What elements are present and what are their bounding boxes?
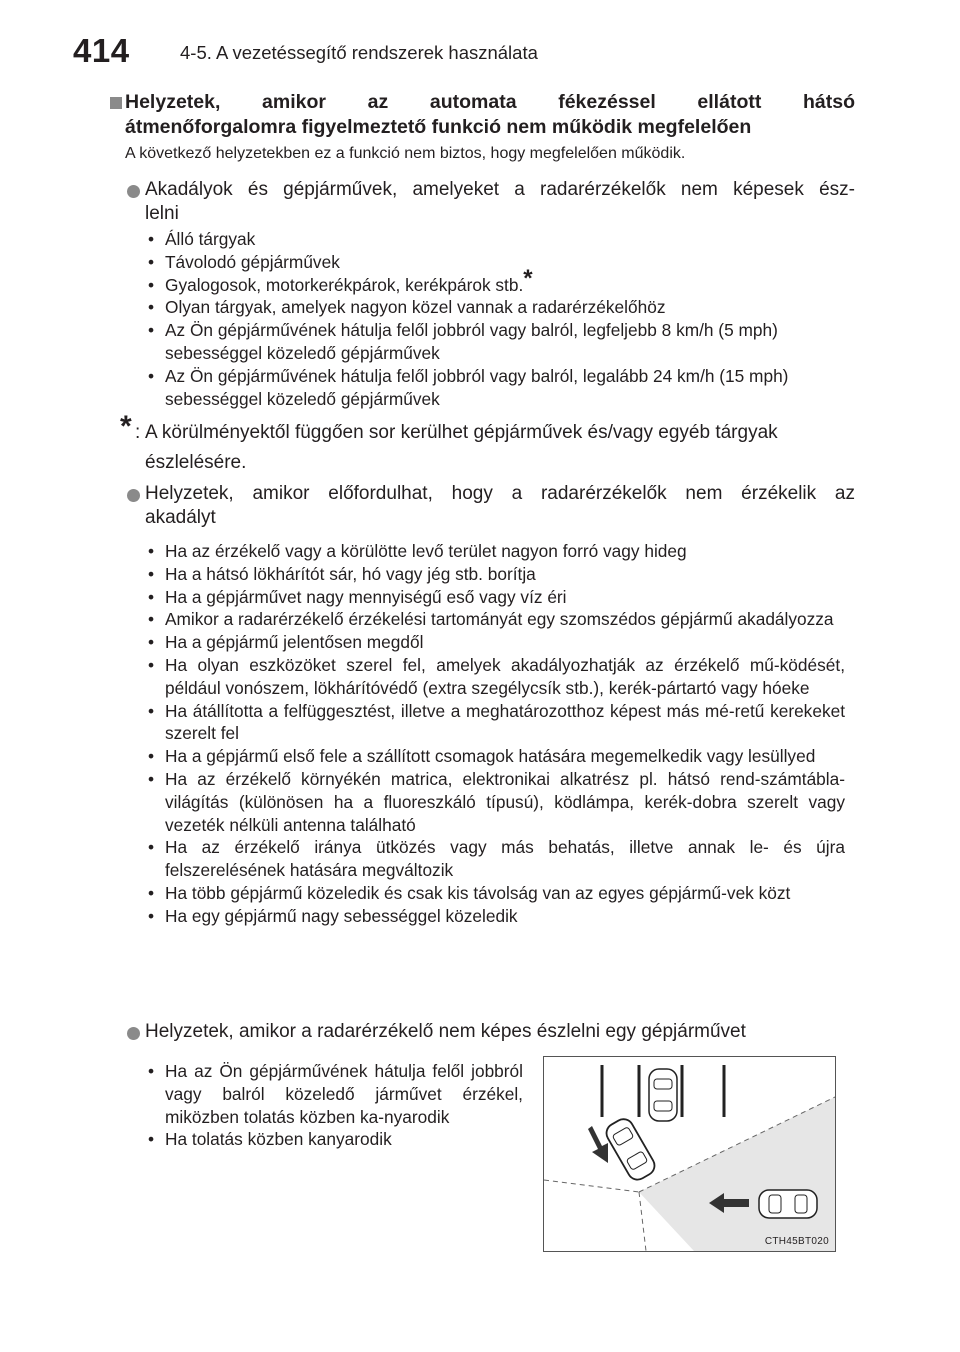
- group2-heading-line-2: akadályt: [145, 507, 216, 528]
- list-item: • Olyan tárgyak, amelyek nagyon közel vannak a radarérzékelőhöz: [145, 296, 845, 319]
- group3-list: [145, 1060, 523, 1151]
- list-item: • Az Ön gépjárművének hátulja felől jobbról vagy balról, legalább 24 km/h (15 mph) sebességgel közeledő gépjárművek: [145, 365, 845, 411]
- list-item: • Amikor a radarérzékelő érzékelési tartományát egy szomszédos gépjármű akadályozza: [145, 608, 845, 631]
- list-item: • Ha az Ön gépjárművének hátulja felől jobbról vagy balról közeledő járművet érzékel, miközben tolatás közben ka-nyarodik: [145, 1060, 523, 1128]
- group3-heading: Helyzetek, amikor a radarérzékelő nem képes észlelni egy gépjárművet: [145, 1021, 746, 1042]
- section-title-line-2: átmenőforgalomra figyelmeztető funkció nem működik megfelelően: [125, 116, 752, 138]
- group1-heading: [145, 178, 855, 226]
- diagram-illustration: [544, 1057, 835, 1251]
- group2-heading-line-1: Helyzetek, amikor előfordulhat, hogy a radarérzékelők nem érzékelik az: [145, 483, 855, 504]
- group2-list: [145, 540, 845, 928]
- bullet-circle-icon: [127, 489, 140, 502]
- list-item: • Ha az érzékelő vagy a körülötte levő terület nagyon forró vagy hideg: [145, 540, 845, 563]
- section-title-line-1: Helyzetek, amikor az automata fékezéssel ellátott hátsó: [125, 91, 855, 113]
- list-item: • Ha átállította a felfüggesztést, illetve a meghatározotthoz képest más mé-retű kerekeket szerelt fel: [145, 700, 845, 746]
- detection-boundary-line: [544, 1180, 639, 1192]
- bullet-circle-icon: [127, 185, 140, 198]
- chapter-title: 4-5. A vezetéssegítő rendszerek használata: [180, 42, 538, 63]
- list-item: • Ha tolatás közben kanyarodik: [145, 1128, 523, 1151]
- list-item: • Ha a gépjármű első fele a szállított csomagok hatására megemelkedik vagy lesüllyed: [145, 745, 845, 768]
- page-number: 414: [73, 32, 130, 69]
- section-intro: A következő helyzetekben ez a funkció nem biztos, hogy megfelelően működik.: [125, 145, 686, 162]
- list-item: • Ha a gépjármű jelentősen megdől: [145, 631, 845, 654]
- figure-label: CTH45BT020: [764, 1236, 829, 1247]
- list-item: • Ha a hátsó lökhárítót sár, hó vagy jég stb. borítja: [145, 563, 845, 586]
- section-title: [125, 90, 855, 140]
- list-item: • Ha egy gépjármű nagy sebességgel közeledik: [145, 905, 845, 928]
- list-item: • Az Ön gépjárművének hátulja felől jobbról vagy balról, legfeljebb 8 km/h (5 mph) sebességgel közeledő gépjárművek: [145, 319, 845, 365]
- bullet-circle-icon: [127, 1027, 140, 1040]
- approaching-car-icon: [759, 1190, 817, 1218]
- footnote: [120, 410, 855, 478]
- footnote-asterisk: *: [523, 264, 533, 292]
- reverse-arrow-icon: [588, 1126, 608, 1163]
- footnote-text: A körülményektől függően sor kerülhet gépjárművek és/vagy egyéb tárgyak észlelésére.: [145, 422, 778, 473]
- parked-car-icon: [649, 1069, 677, 1121]
- footnote-colon: :: [135, 422, 141, 443]
- list-item: • Ha az érzékelő iránya ütközés vagy más behatás, illetve annak le- és újra felszerelésének hatására megváltozik: [145, 836, 845, 882]
- list-item: • Álló tárgyak: [145, 228, 845, 251]
- list-item: • Gyalogosok, motorkerékpárok, kerékpárok stb.*: [145, 274, 845, 297]
- group1-heading-line-1: Akadályok és gépjárművek, amelyeket a radarérzékelők nem képesek ész-: [145, 179, 855, 200]
- list-item: • Ha az érzékelő környékén matrica, elektronikai alkatrész pl. hátsó rend-számtábla-világítás (különösen ha a fluoreszkáló típusú), ködlámpa, kerék-dobra szerelt vagy vezeték nélküli antenna található: [145, 768, 845, 836]
- section-square-icon: [110, 97, 122, 109]
- reversing-car-icon: [603, 1116, 658, 1184]
- list-item: • Ha több gépjármű közeledik és csak kis távolság van az egyes gépjármű-vek közt: [145, 882, 845, 905]
- list-item: • Ha a gépjárművet nagy mennyiségű eső vagy víz éri: [145, 586, 845, 609]
- list-item: • Ha olyan eszközöket szerel fel, amelyek akadályozhatják az érzékelő mű-ködését, például vonószem, lökhárítóvédő (extra szegélycsík stb.), kerék-pártartó vagy hóeke: [145, 654, 845, 700]
- rear-cross-traffic-diagram: [543, 1056, 836, 1252]
- detection-boundary-line: [639, 1192, 646, 1251]
- footnote-mark: *: [120, 410, 132, 443]
- group1-list: [145, 228, 845, 410]
- list-item: • Távolodó gépjárművek: [145, 251, 845, 274]
- group2-heading: [145, 482, 855, 530]
- group1-heading-line-2: lelni: [145, 203, 179, 224]
